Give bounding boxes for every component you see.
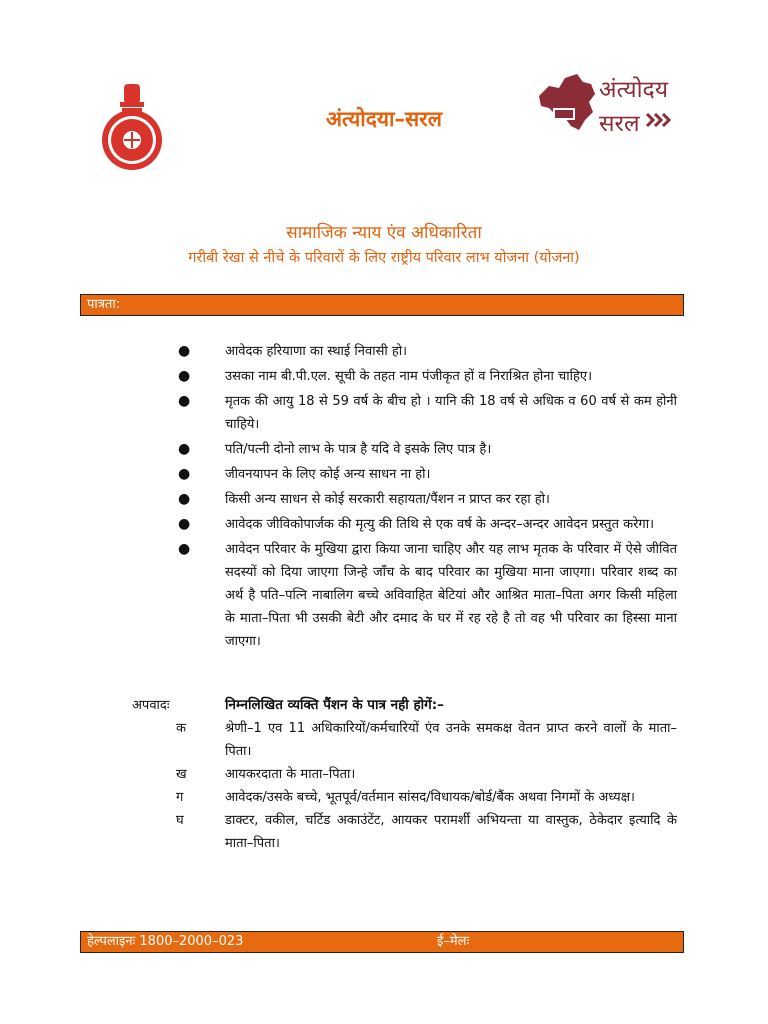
exception-text: डाक्टर, वकील, चर्टिड अकाउंटेंट, आयकर परामर्शी अभियन्ता या वास्तुक, ठेकेदार इत्यादि के माता–पिता।: [225, 813, 677, 851]
list-item: [0, 463, 677, 486]
list-item-text: किसी अन्य साधन से कोई सरकारी सहायता/पैंशन न प्राप्त कर रहा हो।: [225, 492, 550, 507]
eligibility-label: पात्रता:: [87, 297, 121, 312]
list-item: [0, 488, 677, 511]
bullet-icon: ●: [178, 441, 191, 457]
exceptions-label: अपवादः: [132, 698, 170, 713]
list-item: [0, 365, 677, 388]
bullet-icon: ●: [178, 541, 191, 557]
exception-item: [0, 809, 768, 855]
bullet-icon: ●: [178, 368, 191, 384]
exception-text: आयकरदाता के माता–पिता।: [225, 767, 356, 782]
exceptions-heading: निम्नलिखित व्यक्ति पैंशन के पात्र नही होगें:–: [225, 697, 444, 713]
antyodaya-saral-logo: [535, 68, 685, 140]
exception-key: घ: [176, 813, 184, 828]
list-item-text: आवेदक जीविकोपार्जक की मृत्यु की तिथि से एक वर्ष के अन्दर–अन्दर आवेदन प्रस्तुत करेगा।: [225, 517, 655, 532]
exception-key: ख: [176, 767, 187, 782]
list-item-text: जीवनयापन के लिए कोई अन्य साधन ना हो।: [225, 467, 431, 482]
list-item-text: पति/पत्नी दोनो लाभ के पात्र है यदि वे इसके लिए पात्र है।: [225, 442, 492, 457]
bullet-icon: ●: [178, 516, 191, 532]
list-item-text: मृतक की आयु 18 से 59 वर्ष के बीच हो । यानि की 18 वर्ष से अधिक व 60 वर्ष से कम होनी चाहिये।: [225, 394, 677, 432]
exceptions-header-row: [0, 694, 768, 717]
bullet-icon: ●: [178, 393, 191, 409]
page-title: अंत्योदया–सरल: [325, 107, 443, 131]
list-item: [0, 438, 677, 461]
list-item-text: आवेदन परिवार के मुखिया द्वारा किया जाना चाहिए और यह लाभ मृतक के परिवार में ऐसे जीवित सदस्यों को दिया जाएगा जिन्हे जाँच के बाद परिवार का मुखिया माना जाएगा। परिवार शब्द का अर्थ है पति–पत्नि नाबालिग बच्चे अविवाहित बेटियां और आश्रित माता–पिता अगर किसी महिला के माता–पिता भी उसकी बेटी और दमाद के घर में रह रहे है तो वह भी परिवार का हिस्सा माना जाएगा।: [225, 542, 677, 649]
exception-key: क: [176, 721, 186, 736]
email-label: ई–मेलः: [437, 934, 470, 949]
department-title: सामाजिक न्याय एंव अधिकारिता: [286, 223, 482, 243]
exceptions-section: [0, 694, 768, 855]
footer-contact-bar: [80, 931, 684, 953]
list-item: [0, 538, 677, 653]
logo-text-antyodaya: अंत्योदय: [599, 77, 669, 103]
eligibility-section-bar: [80, 294, 684, 316]
bullet-icon: ●: [178, 343, 191, 359]
exception-text: श्रेणी–1 एव 11 अधिकारियों/कर्मचारियों एंव उनके समकक्ष वेतन प्राप्त करने वालों के माता–पिता।: [225, 721, 677, 759]
list-item: [0, 340, 677, 363]
exception-key: ग: [176, 790, 184, 805]
bullet-icon: ●: [178, 491, 191, 507]
list-item-text: उसका नाम बी.पी.एल. सूची के तहत नाम पंजीकृत हों व निराश्रित होना चाहिए।: [225, 369, 593, 384]
exception-item: [0, 786, 768, 809]
exception-text: आवेदक/उसके बच्चे, भूतपूर्व/वर्तमान सांसद/विधायक/बोर्ड/बैंक अथवा निगमों के अध्यक्ष।: [225, 790, 635, 805]
scheme-title: गरीबी रेखा से नीचे के परिवारों के लिए राष्ट्रीय परिवार लाभ योजना (योजना): [188, 250, 580, 266]
list-item: [0, 390, 677, 436]
list-item-text: आवेदक हरियाणा का स्थाई निवासी हो।: [225, 344, 408, 359]
helpline-text: हेल्पलाइनः 1800–2000–023: [87, 934, 244, 949]
logo-text-saral: सरल: [599, 111, 640, 137]
bullet-icon: ●: [178, 466, 191, 482]
eligibility-list: [0, 340, 768, 655]
exception-item: [0, 717, 768, 763]
list-item: [0, 513, 677, 536]
exception-item: [0, 763, 768, 786]
